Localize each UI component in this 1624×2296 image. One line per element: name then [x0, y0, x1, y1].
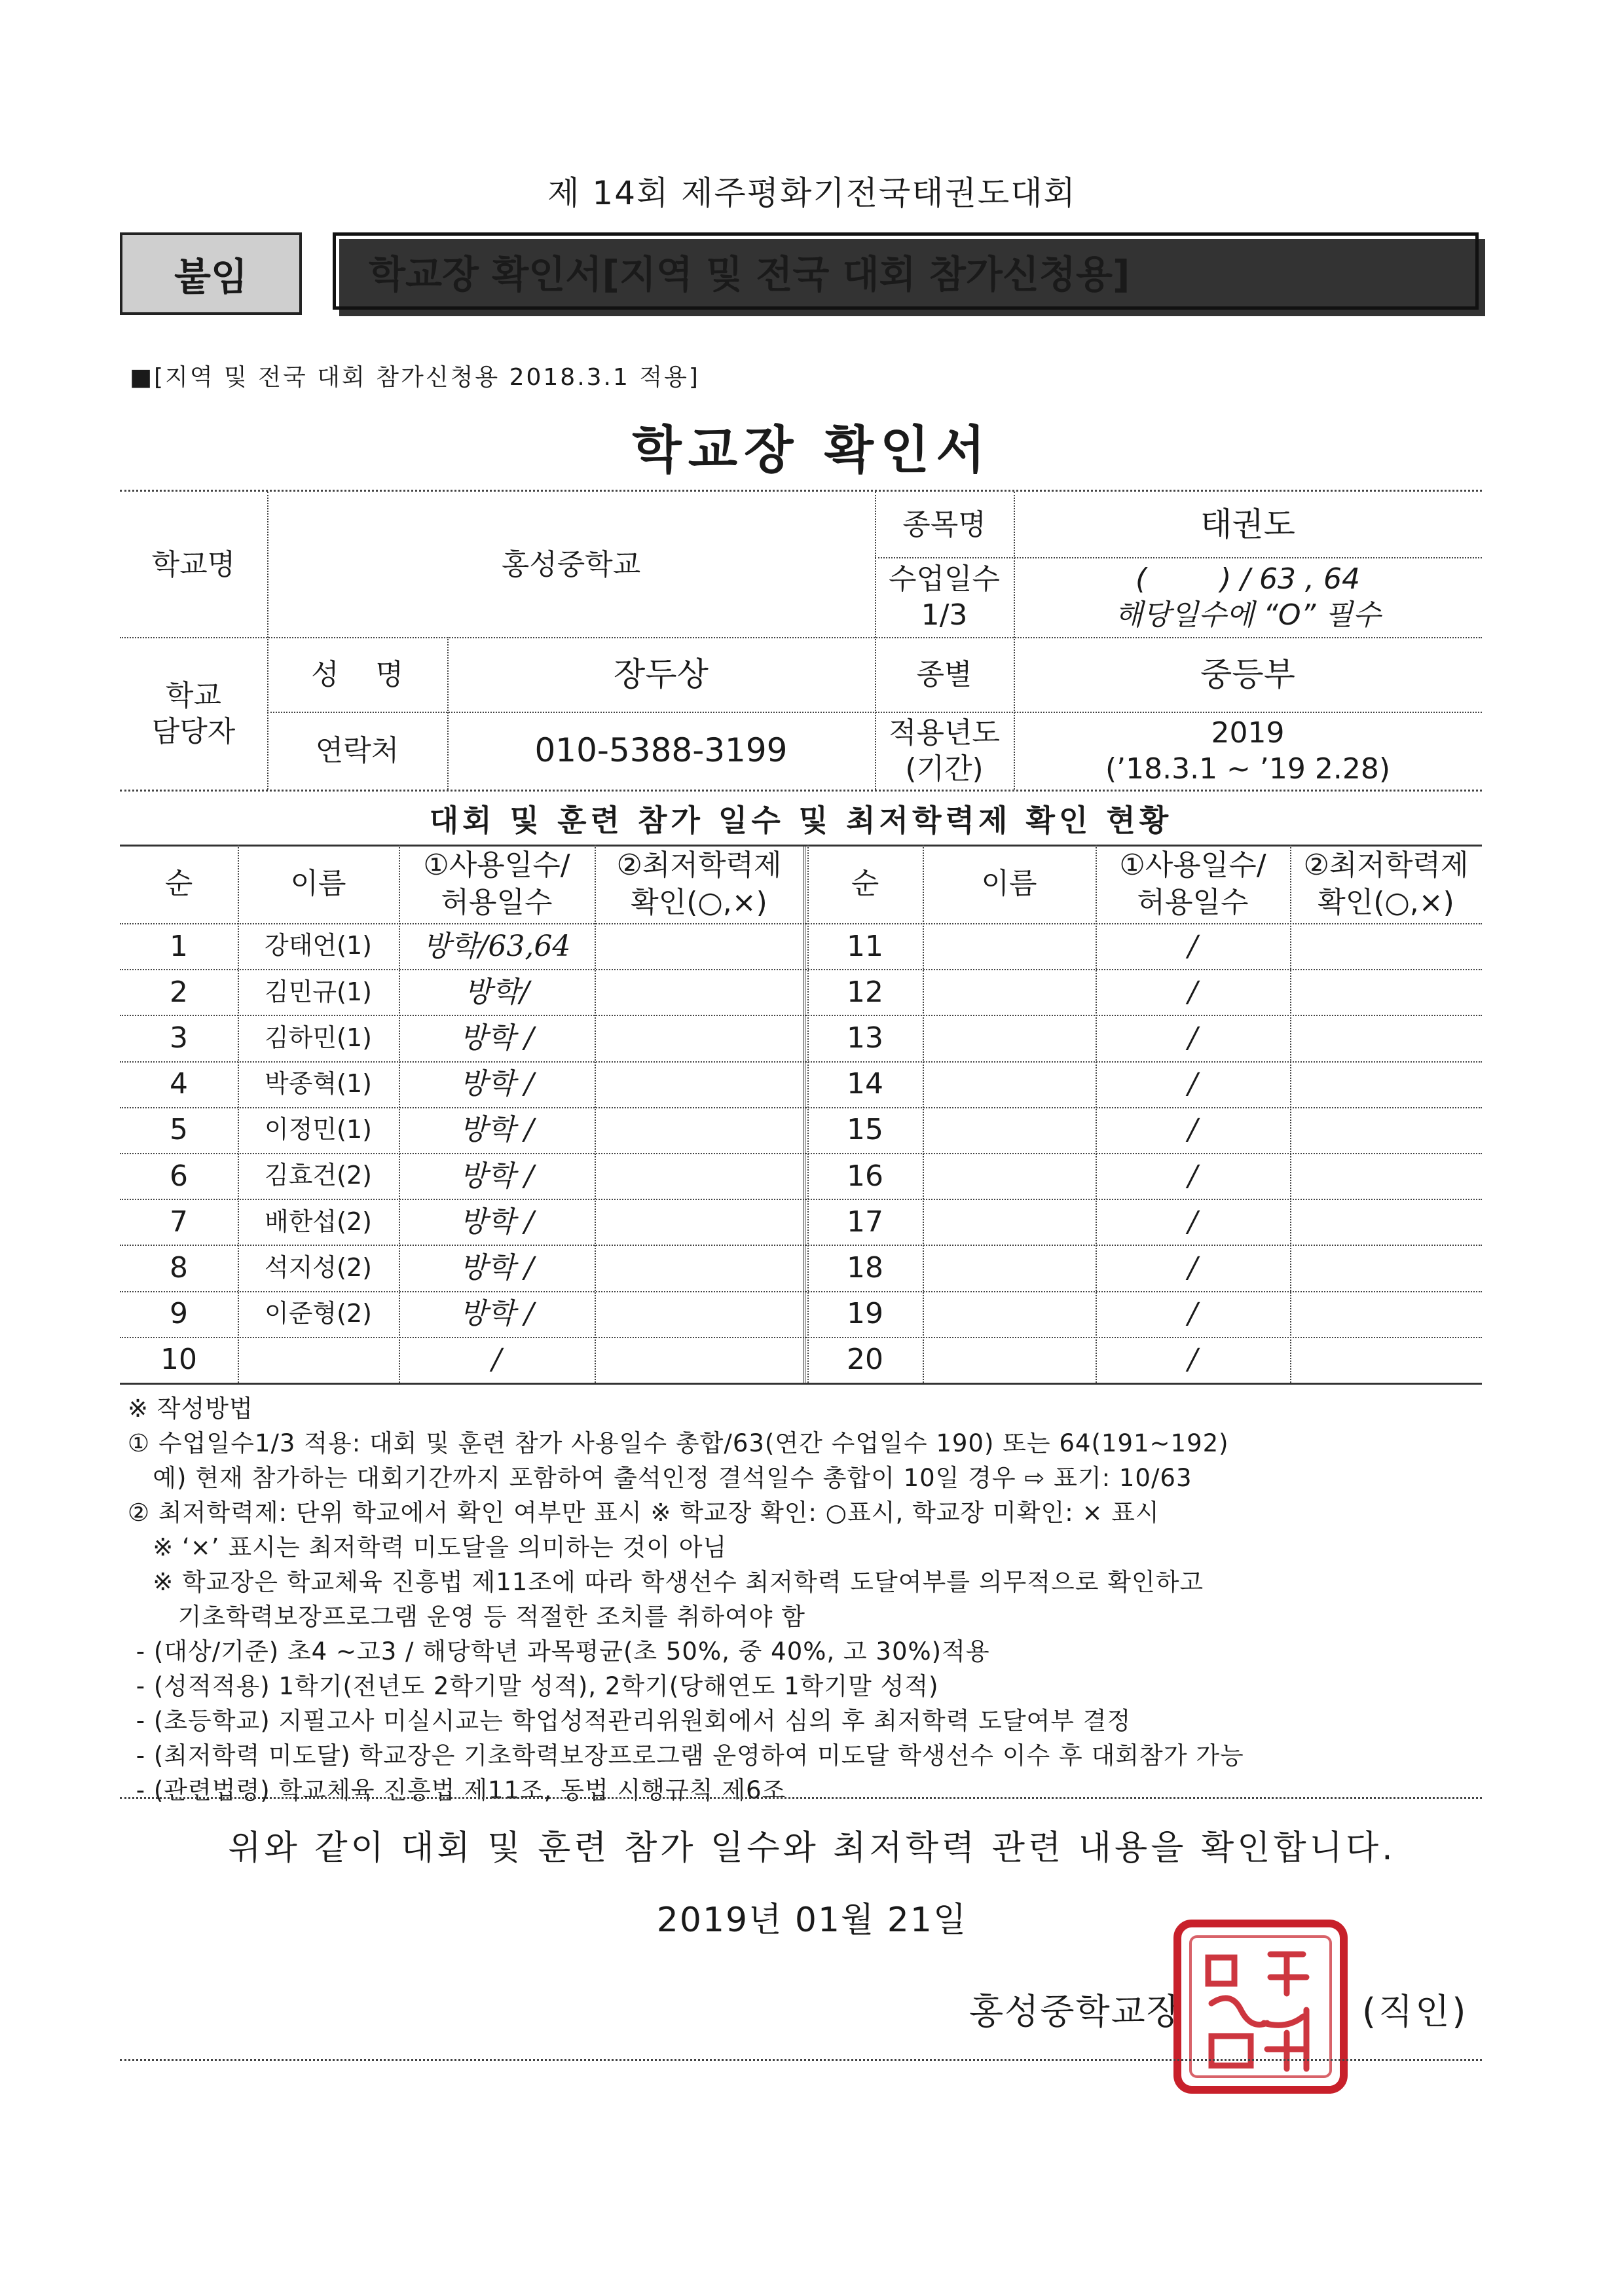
- participant-name: [923, 969, 1096, 1015]
- issue-date: 2019년 01월 21일: [656, 1901, 968, 1940]
- writing-instructions: [128, 1391, 1490, 1808]
- min-academic-check: [595, 1107, 803, 1153]
- header-min-line2: 확인(○,×): [1318, 886, 1454, 919]
- used-days: 방학 /: [459, 1205, 534, 1239]
- min-academic-check: [595, 1291, 803, 1337]
- division-value: 중등부: [1200, 655, 1295, 693]
- division-label: 종별: [916, 657, 972, 691]
- used-days: 방학 /: [459, 1159, 534, 1193]
- used-days: 방학 /: [459, 1297, 534, 1331]
- row-number: 2: [170, 975, 188, 1009]
- row-number: 3: [170, 1021, 188, 1055]
- used-days: /: [1188, 1343, 1198, 1377]
- min-academic-check: [1290, 1015, 1482, 1061]
- participant-name: 이정민(1): [265, 1115, 372, 1144]
- used-days: /: [1188, 1067, 1198, 1101]
- participant-name: [923, 1337, 1096, 1383]
- class-days-instruction: 해당일수에 “O” 필수: [1115, 598, 1381, 632]
- used-days: /: [1188, 929, 1198, 963]
- class-days-value: [1014, 557, 1482, 637]
- event-title: 제 14회 제주평화기전국태권도대회: [547, 174, 1077, 212]
- participant-name: 이준형(2): [265, 1298, 372, 1328]
- participant-name: [923, 923, 1096, 969]
- instruction-line: - (초등학교) 지필고사 미실시교는 학업성적관리위원회에서 심의 후 최저학력 도달여부 결정: [128, 1707, 1132, 1735]
- divider: [120, 1797, 1482, 1799]
- row-number: 15: [847, 1113, 883, 1147]
- row-number: 10: [160, 1343, 197, 1377]
- row-number: 14: [847, 1067, 883, 1101]
- contact-label-line1: 학교: [165, 678, 221, 712]
- name-value: 장두상: [614, 655, 709, 693]
- apply-year-label-line2: (기간): [905, 752, 984, 786]
- apply-period: (’18.3.1 ~ ’19 2.28): [1105, 752, 1391, 786]
- event-type-label: 종목명: [902, 507, 986, 541]
- row-number: 5: [170, 1113, 188, 1147]
- row-number: 16: [847, 1159, 883, 1193]
- min-academic-check: [1290, 1153, 1482, 1199]
- class-days-ratio: ( ) / 63 , 64: [1135, 562, 1360, 596]
- header-days-line1: ①사용일수/: [1119, 848, 1266, 882]
- participant-name: 김민규(1): [265, 977, 372, 1006]
- phone-label: 연락처: [315, 734, 399, 767]
- application-note: ■[지역 및 전국 대회 참가신청용 2018.3.1 적용]: [130, 364, 700, 391]
- row-number: 12: [847, 975, 883, 1009]
- participant-name: [923, 1245, 1096, 1290]
- contact-person-label: [120, 637, 267, 790]
- header-min-right: [1290, 845, 1482, 923]
- confirmation-statement: 위와 같이 대회 및 훈련 참가 일수와 최저학력 관련 내용을 확인합니다.: [228, 1829, 1396, 1868]
- used-days: /: [1188, 975, 1198, 1009]
- header-days-line2: 허용일수: [1137, 886, 1249, 919]
- instruction-line: 예) 현재 참가하는 대회기간까지 포함하여 출석인정 결석일수 총합이 10일 경우 ⇨ 표기: 10/63: [128, 1464, 1192, 1492]
- seal-border: [1177, 1923, 1344, 2090]
- used-days: /: [1188, 1205, 1198, 1239]
- apply-year-label: [875, 712, 1014, 790]
- header-name-left: 이름: [290, 867, 346, 901]
- header-min-line1: ②최저학력제: [616, 848, 782, 882]
- used-days: /: [1188, 1297, 1198, 1331]
- used-days: /: [1188, 1250, 1198, 1285]
- seal-label: (직인): [1362, 1991, 1469, 2032]
- min-academic-check: [595, 1061, 803, 1107]
- participant-name: 김효건(2): [265, 1161, 372, 1190]
- row-number: 7: [170, 1205, 188, 1239]
- phone-value: 010-5388-3199: [534, 731, 788, 770]
- row-number: 6: [170, 1159, 188, 1193]
- instruction-line: 기초학력보장프로그램 운영 등 적절한 조치를 취하여야 함: [128, 1603, 805, 1631]
- used-days: /: [492, 1343, 502, 1377]
- min-academic-check: [595, 1153, 803, 1199]
- participant-name: [923, 1153, 1096, 1199]
- header-min-line2: 확인(○,×): [631, 886, 767, 919]
- page-title: 학교장 확인서: [632, 421, 992, 480]
- attachment-label: 붙임: [120, 232, 302, 315]
- apply-year: 2019: [1211, 716, 1285, 750]
- official-seal-stamp: [1172, 1918, 1349, 2095]
- participant-name: [923, 1061, 1096, 1107]
- apply-year-label-line1: 적용년도: [888, 716, 1000, 750]
- participant-name: 김하민(1): [265, 1023, 372, 1052]
- instruction-line: ① 수업일수1/3 적용: 대회 및 훈련 참가 사용일수 총합/63(연간 수업일수 190) 또는 64(191~192): [128, 1429, 1229, 1457]
- min-academic-check: [595, 969, 803, 1015]
- min-academic-check: [595, 923, 803, 969]
- used-days: 방학/63,64: [422, 929, 571, 963]
- event-type-value: 태권도: [1200, 505, 1295, 543]
- document-heading: 학교장 확인서[지역 및 전국 대회 참가신청용]: [333, 232, 1479, 310]
- min-academic-check: [595, 1015, 803, 1061]
- min-academic-check: [1290, 1199, 1482, 1245]
- used-days: /: [1188, 1113, 1198, 1147]
- participant-name: [923, 1107, 1096, 1153]
- min-academic-check: [1290, 1061, 1482, 1107]
- row-number: 4: [170, 1067, 188, 1101]
- header-min-line1: ②최저학력제: [1303, 848, 1469, 882]
- header-no-right: 순: [851, 867, 879, 901]
- section-title: 대회 및 훈련 참가 일수 및 최저학력제 확인 현황: [120, 792, 1482, 847]
- participant-name: 석지성(2): [265, 1252, 372, 1282]
- instruction-line: ※ ‘×’ 표시는 최저학력 미도달을 의미하는 것이 아님: [128, 1533, 728, 1561]
- used-days: 방학 /: [459, 1067, 534, 1101]
- participant-name: 배한섭(2): [265, 1207, 372, 1236]
- bottom-divider: [120, 2059, 1482, 2061]
- used-days: 방학 /: [459, 1021, 534, 1055]
- min-academic-check: [1290, 1337, 1482, 1383]
- instruction-line: - (최저학력 미도달) 학교장은 기초학력보장프로그램 운영하여 미도달 학생선수 이수 후 대회참가 가능: [128, 1741, 1244, 1770]
- participant-name: [923, 1199, 1096, 1245]
- participant-name: 강태언(1): [265, 931, 372, 960]
- used-days: /: [1188, 1021, 1198, 1055]
- contact-label-line2: 담당자: [151, 714, 236, 748]
- class-days-label: [875, 557, 1014, 637]
- row-number: 11: [847, 929, 883, 963]
- min-academic-check: [1290, 1291, 1482, 1337]
- used-days: 방학/: [464, 975, 530, 1009]
- principal-signature: 홍성중학교장: [969, 1991, 1182, 2032]
- name-label: 성 명: [311, 657, 403, 691]
- used-days: 방학 /: [459, 1250, 534, 1285]
- row-number: 9: [170, 1297, 188, 1331]
- header-no-left: 순: [164, 867, 193, 901]
- class-days-label-line1: 수업일수: [888, 562, 1000, 596]
- row-number: 8: [170, 1250, 188, 1285]
- participant-name: 박종혁(1): [265, 1068, 372, 1098]
- instruction-line: ② 최저학력제: 단위 학교에서 확인 여부만 표시 ※ 학교장 확인: ○표시, 학교장 미확인: × 표시: [128, 1499, 1160, 1527]
- header-name-right: 이름: [981, 867, 1037, 901]
- school-name-label: 학교명: [151, 547, 236, 581]
- instruction-line: ※ 작성방법: [128, 1394, 253, 1423]
- instruction-line: - (성적적용) 1학기(전년도 2학기말 성적), 2학기(당해연도 1학기말 성적): [128, 1672, 939, 1700]
- header-days-right: [1096, 845, 1290, 923]
- min-academic-check: [595, 1245, 803, 1290]
- school-name-value: 홍성중학교: [501, 547, 641, 581]
- row-number: 20: [847, 1343, 883, 1377]
- min-academic-check: [1290, 969, 1482, 1015]
- instruction-line: ※ 학교장은 학교체육 진흥법 제11조에 따라 학생선수 최저학력 도달여부를 의무적으로 확인하고: [128, 1568, 1204, 1596]
- row-number: 18: [847, 1250, 883, 1285]
- header-days-line2: 허용일수: [441, 886, 553, 919]
- instruction-line: - (관련법령) 학교체육 진흥법 제11조, 동법 시행규칙 제6조: [128, 1776, 786, 1804]
- min-academic-check: [1290, 1245, 1482, 1290]
- row-number: 17: [847, 1205, 883, 1239]
- apply-year-value: [1014, 712, 1482, 790]
- min-academic-check: [595, 1199, 803, 1245]
- row-number: 1: [170, 929, 188, 963]
- participant-name: [923, 1015, 1096, 1061]
- used-days: 방학 /: [459, 1113, 534, 1147]
- participant-name: [923, 1291, 1096, 1337]
- class-days-label-line2: 1/3: [921, 598, 968, 632]
- header-days-left: [399, 845, 595, 923]
- row-number: 13: [847, 1021, 883, 1055]
- participants-table: [120, 845, 1482, 1385]
- min-academic-check: [1290, 923, 1482, 969]
- min-academic-check: [1290, 1107, 1482, 1153]
- participant-name: [238, 1337, 399, 1383]
- used-days: /: [1188, 1159, 1198, 1193]
- school-info-table: [120, 490, 1482, 792]
- row-number: 19: [847, 1297, 883, 1331]
- min-academic-check: [595, 1337, 803, 1383]
- header-days-line1: ①사용일수/: [423, 848, 570, 882]
- instruction-line: - (대상/기준) 초4 ~고3 / 해당학년 과목평균(초 50%, 중 40%, 고 30%)적용: [128, 1637, 990, 1666]
- header-min-left: [595, 845, 803, 923]
